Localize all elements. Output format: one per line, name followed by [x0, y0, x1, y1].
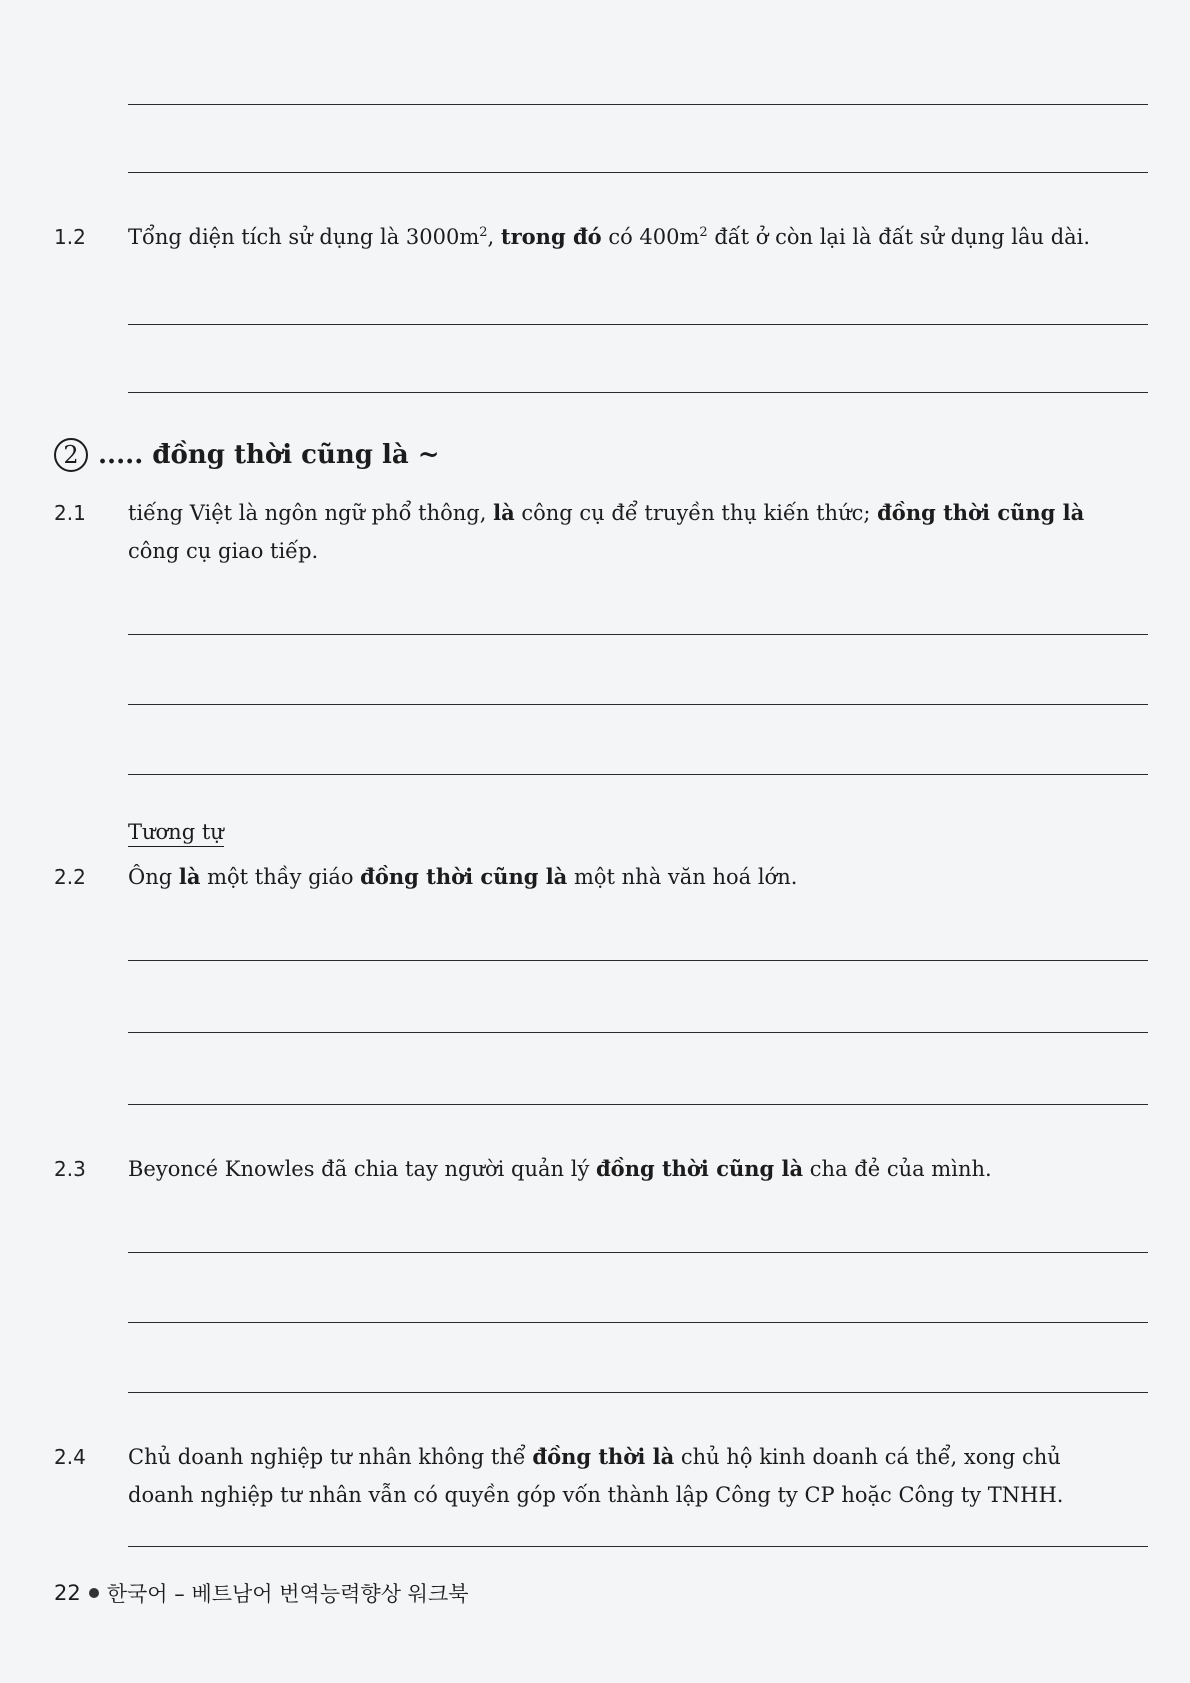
page-number: 22 — [54, 1581, 81, 1605]
exercise-number: 2.4 — [54, 1445, 86, 1469]
section-heading — [54, 438, 440, 472]
section-title: ..... đồng thời cũng là ~ — [98, 440, 440, 470]
answer-line — [128, 774, 1148, 775]
answer-line — [128, 960, 1148, 961]
exercise-number: 2.1 — [54, 501, 86, 525]
exercise-number: 1.2 — [54, 225, 86, 249]
exercise-number: 2.3 — [54, 1157, 86, 1181]
answer-line — [128, 172, 1148, 173]
answer-line — [128, 1104, 1148, 1105]
exercise-text: Beyoncé Knowles đã chia tay người quản lý đồng thời cũng là cha đẻ của mình. — [128, 1156, 992, 1181]
answer-line — [128, 704, 1148, 705]
answer-line — [128, 392, 1148, 393]
exercise-text: tiếng Việt là ngôn ngữ phổ thông, là công cụ để truyền thụ kiến thức; đồng thời cũng là công cụ giao tiếp. — [128, 500, 1085, 563]
bullet-dot-icon — [89, 1588, 99, 1598]
answer-line — [128, 634, 1148, 635]
answer-line — [128, 1322, 1148, 1323]
exercise-text: Chủ doanh nghiệp tư nhân không thể đồng thời là chủ hộ kinh doanh cá thể, xong chủ doanh nghiệp tư nhân vẫn có quyền góp vốn thành lập Công ty CP hoặc Công ty TNHH. — [128, 1444, 1064, 1507]
section-number-circle: 2 — [54, 438, 88, 472]
answer-line — [128, 1032, 1148, 1033]
answer-line — [128, 1546, 1148, 1547]
exercise-text: Ông là một thầy giáo đồng thời cũng là một nhà văn hoá lớn. — [128, 864, 798, 889]
exercise-text: Tổng diện tích sử dụng là $3000m^2$, trong đó có $400m^2$ đất ở còn lại là đất sử dụng lâu dài. — [128, 224, 1091, 249]
answer-line — [128, 1252, 1148, 1253]
exercise-number: 2.2 — [54, 865, 86, 889]
book-title: 한국어 – 베트남어 번역능력향상 워크북 — [106, 1582, 469, 1606]
answer-line — [128, 1392, 1148, 1393]
similar-subheading: Tương tự — [128, 818, 224, 847]
answer-line — [128, 104, 1148, 105]
page-footer — [54, 1578, 469, 1608]
answer-line — [128, 324, 1148, 325]
